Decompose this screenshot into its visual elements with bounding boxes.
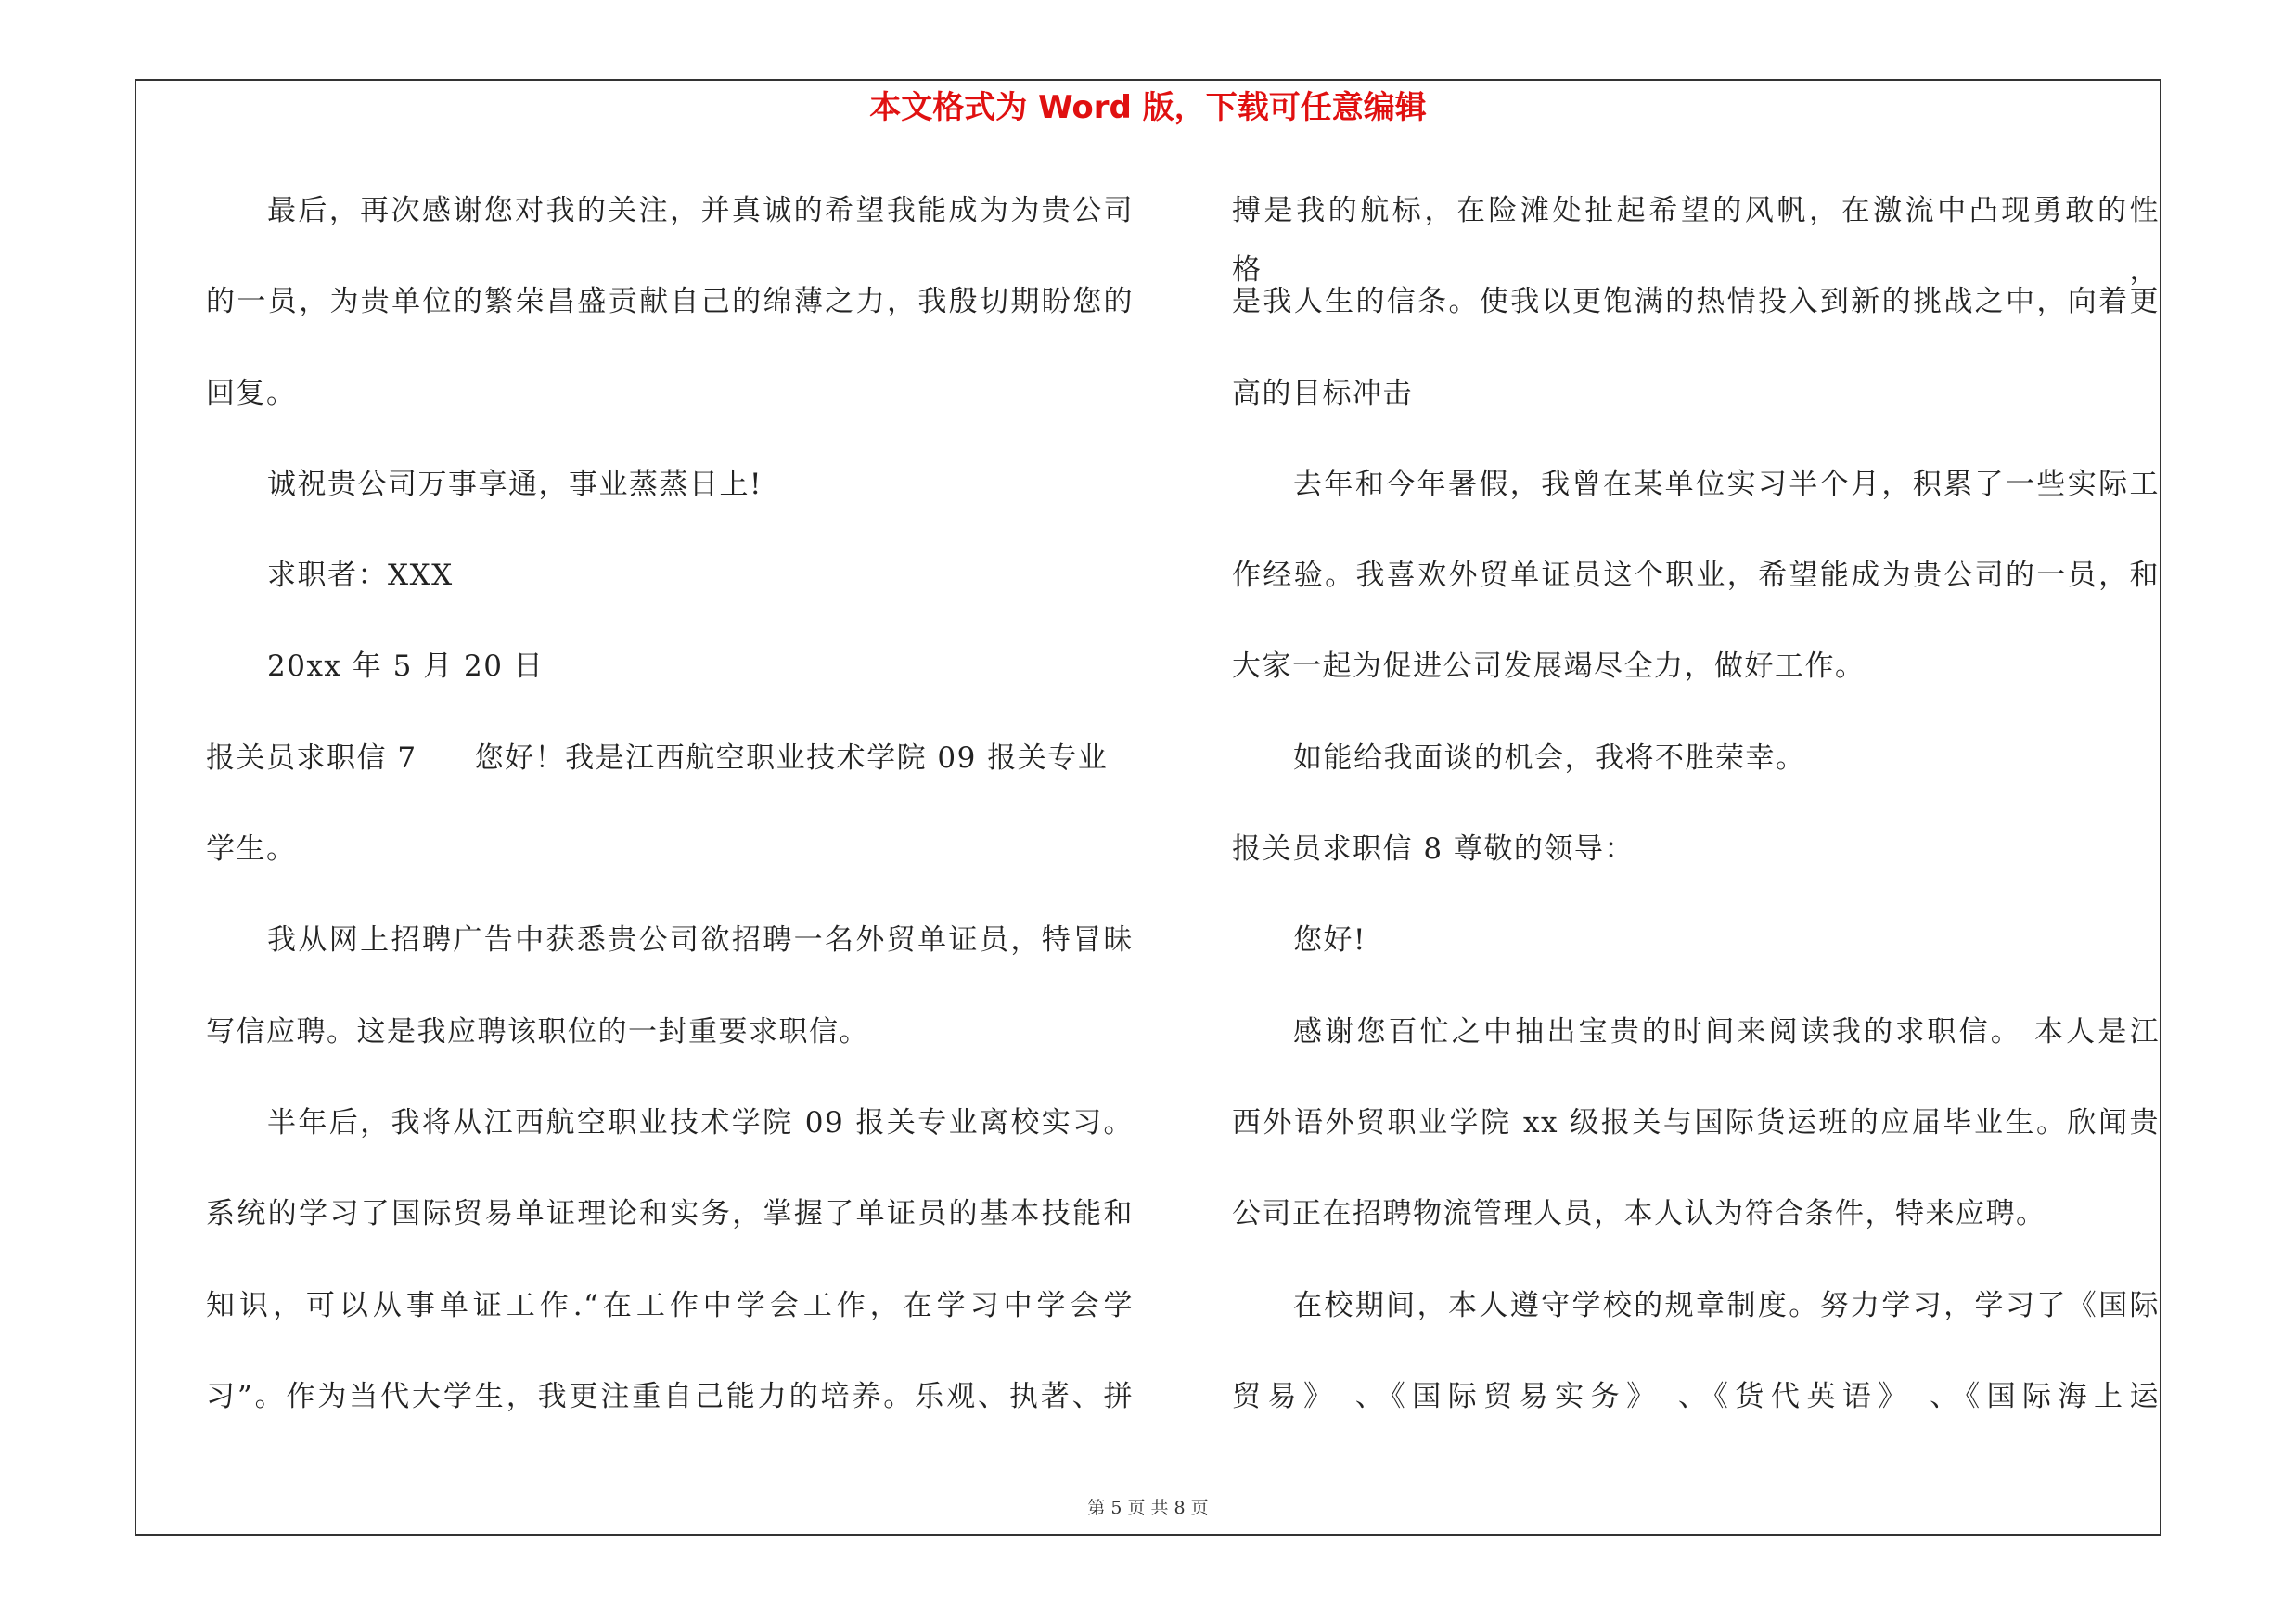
current-page-number: 5 xyxy=(1110,1498,1122,1518)
letter-7-title: 报关员求职信 7 xyxy=(206,741,417,775)
applicant-signature: 求职者：XXX xyxy=(267,559,454,593)
paragraph-line: 高的目标冲击 xyxy=(1232,376,1413,410)
paragraph-line: 是我人生的信条。使我以更饱满的热情投入到新的挑战之中，向着更 xyxy=(1232,285,2160,319)
letter-8-heading: 报关员求职信 8 尊敬的领导： xyxy=(1232,832,1635,867)
paragraph-line: 作经验。我喜欢外贸单证员这个职业，希望能成为贵公司的一员，和 xyxy=(1232,559,2160,593)
total-page-count: 8 xyxy=(1174,1498,1186,1518)
paragraph-line: 公司正在招聘物流管理人员，本人认为符合条件，特来应聘。 xyxy=(1232,1197,2046,1231)
paragraph-line: 西外语外贸职业学院 xx 级报关与国际货运班的应届毕业生。欣闻贵 xyxy=(1232,1105,2160,1140)
letter-greeting: 您好! xyxy=(1293,923,1366,958)
letter-7-intro: 您好！我是江西航空职业技术学院 09 报关专业 xyxy=(474,741,1109,775)
letter-date: 20xx 年 5 月 20 日 xyxy=(267,650,545,684)
paragraph-line: 学生。 xyxy=(206,832,297,867)
paragraph-line: 知识，可以从事单证工作.“在工作中学会工作，在学习中学会学 xyxy=(206,1288,1134,1322)
letter-7-heading-line xyxy=(206,728,1134,819)
paragraph-line: 搏是我的航标，在险滩处扯起希望的风帆，在激流中凸现勇敢的性格， xyxy=(1232,194,2160,287)
right-column xyxy=(1232,181,2160,1458)
paragraph-line: 如能给我面谈的机会，我将不胜荣幸。 xyxy=(1293,741,1806,775)
page-number-footer xyxy=(0,1494,2296,1519)
paragraph-line: 贸易》 、《国际贸易实务》 、《货代英语》 、《国际海上运 xyxy=(1232,1379,2160,1413)
format-note: 本文格式为 Word 版，下载可任意编辑 xyxy=(869,89,1427,126)
paragraph-line: 半年后，我将从江西航空职业技术学院 09 报关专业离校实习。 xyxy=(267,1105,1134,1140)
paragraph-line: 系统的学习了国际贸易单证理论和实务，掌握了单证员的基本技能和 xyxy=(206,1197,1134,1231)
footer-middle: 页 共 xyxy=(1127,1498,1169,1518)
footer-prefix: 第 xyxy=(1087,1498,1106,1518)
paragraph-line: 我从网上招聘广告中获悉贵公司欲招聘一名外贸单证员，特冒昧 xyxy=(267,923,1134,958)
paragraph-line: 的一员，为贵单位的繁荣昌盛贡献自己的绵薄之力，我殷切期盼您的 xyxy=(206,285,1134,319)
footer-suffix: 页 xyxy=(1190,1498,1209,1518)
paragraph-line: 感谢您百忙之中抽出宝贵的时间来阅读我的求职信。 本人是江 xyxy=(1293,1014,2160,1049)
paragraph-line: 大家一起为促进公司发展竭尽全力，做好工作。 xyxy=(1232,650,1866,684)
paragraph-line: 最后，再次感谢您对我的关注，并真诚的希望我能成为为贵公司 xyxy=(267,194,1134,227)
paragraph-line: 写信应聘。这是我应聘该职位的一封重要求职信。 xyxy=(206,1014,869,1049)
paragraph-line: 习”。作为当代大学生，我更注重自己能力的培养。乐观、执著、拼 xyxy=(206,1379,1134,1413)
paragraph-line: 在校期间，本人遵守学校的规章制度。努力学习，学习了《国际 xyxy=(1293,1288,2160,1322)
closing-wish: 诚祝贵公司万事享通，事业蒸蒸日上! xyxy=(267,467,763,501)
paragraph-line: 去年和今年暑假，我曾在某单位实习半个月，积累了一些实际工 xyxy=(1293,467,2160,501)
left-column xyxy=(206,181,1134,1458)
paragraph-line: 回复。 xyxy=(206,376,297,410)
